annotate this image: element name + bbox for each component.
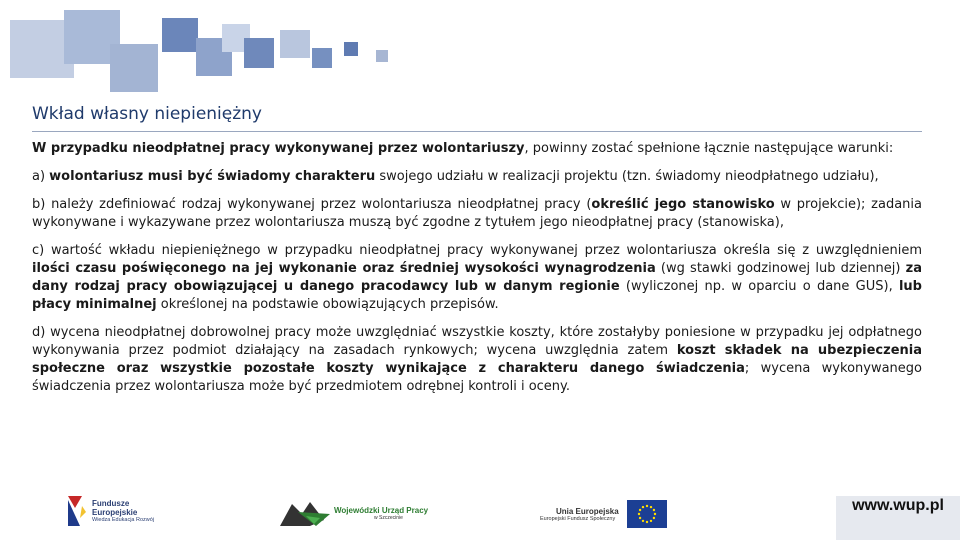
page-title: Wkład własny niepieniężny [32, 104, 262, 124]
paragraph [32, 242, 922, 314]
wup-emblem-icon [280, 498, 330, 528]
eu-star [645, 505, 647, 507]
text-run: , powinny zostać spełnione łącznie następujące warunki: [524, 141, 894, 156]
paragraph [32, 140, 922, 158]
decor-square [162, 18, 198, 52]
eu-star [652, 517, 654, 519]
text-run: ; wycena wykonywanego świadczenia przez wolontariusza może być przedmiotem odrębnej kontroli i oceny. [32, 361, 922, 394]
wup-sub: w Szczecinie [374, 514, 403, 521]
text-run: c) wartość wkładu niepieniężnego w przypadku nieodpłatnej pracy wykonywanej przez wolontariusza określa się z uwzględnieniem [32, 243, 922, 258]
wup-name: Wojewódzki Urząd Pracy [334, 505, 429, 515]
bold-run: W przypadku nieodpłatnej pracy wykonywanej przez wolontariuszy [32, 141, 525, 156]
bold-run: określić jego stanowisko [591, 197, 775, 212]
website-url[interactable]: www.wup.pl [836, 496, 960, 540]
decor-square [110, 44, 158, 92]
fe-line1: Fundusze [92, 499, 130, 508]
eu-star [641, 520, 643, 522]
title-divider [32, 131, 922, 132]
fe-sub: Wiedza Edukacja Rozwój [92, 517, 155, 523]
eu-star [641, 506, 643, 508]
text-run: a) [32, 169, 50, 184]
decor-square [280, 30, 310, 58]
bold-run: ilości czasu poświęconego na jej wykonanie oraz średniej wysokości wynagrodzenia [32, 261, 656, 276]
text-run: b) należy zdefiniować rodzaj wykonywanej przez wolontariusza nieodpłatnej pracy ( [32, 197, 592, 212]
text-run: (wg stawki godzinowej lub dziennej) [655, 261, 906, 276]
ue-sub: Europejski Fundusz Społeczny [540, 515, 616, 522]
eu-star [639, 517, 641, 519]
text-run: (wyliczonej np. w oparciu o dane GUS), [619, 279, 899, 294]
decor-square [376, 50, 388, 62]
eu-star [652, 509, 654, 511]
eu-flag-icon [627, 500, 667, 528]
logo-fundusze-europejskie [66, 494, 154, 528]
fe-star-icon [66, 494, 88, 528]
decor-square [312, 48, 332, 68]
eu-star [637, 513, 639, 515]
bold-run: koszt składek na ubezpieczenia społeczne oraz wszystkie pozostałe koszty wynikające z charakteru danego świadczenia [32, 343, 923, 376]
eu-star [645, 521, 647, 523]
ue-name: Unia Europejska [556, 506, 619, 516]
text-run: d) wycena nieodpłatnej dobrowolnej pracy może uwzględniać wszystkie koszty, które zostałyby poniesione w przypadku jej odpłatnego wykonywania przez podmiot działający na zasadach rynkowych; wycena uwzględnia zatem [32, 325, 922, 358]
paragraph [32, 168, 922, 186]
eu-star [639, 509, 641, 511]
text-run: w projekcie); zadania wykonywane i wykazywane przez wolontariusza muszą być zgodne z tytułem jego nieodpłatnej pracy (stanowiska), [32, 197, 922, 230]
logo-unia-europejska [540, 500, 667, 528]
fe-line2: Europejskie [92, 508, 138, 517]
eu-star [649, 520, 651, 522]
text-run: określonej na podstawie obowiązujących przepisów. [156, 297, 499, 312]
text-run: swojego udziału w realizacji projektu (tzn. świadomy nieodpłatnego udziału), [375, 169, 879, 184]
eu-star [653, 513, 655, 515]
logo-wup [280, 498, 428, 528]
decor-square [344, 42, 358, 56]
paragraph [32, 324, 922, 396]
content-body [32, 140, 922, 406]
bold-run: wolontariusz musi być świadomy charakteru [49, 169, 376, 184]
decor-square [244, 38, 274, 68]
bold-run: za dany rodzaj pracy obowiązującej u danego pracodawcy lub w danym regionie [32, 261, 923, 294]
bold-run: lub płacy minimalnej [32, 279, 922, 312]
eu-star [649, 506, 651, 508]
paragraph [32, 196, 922, 232]
